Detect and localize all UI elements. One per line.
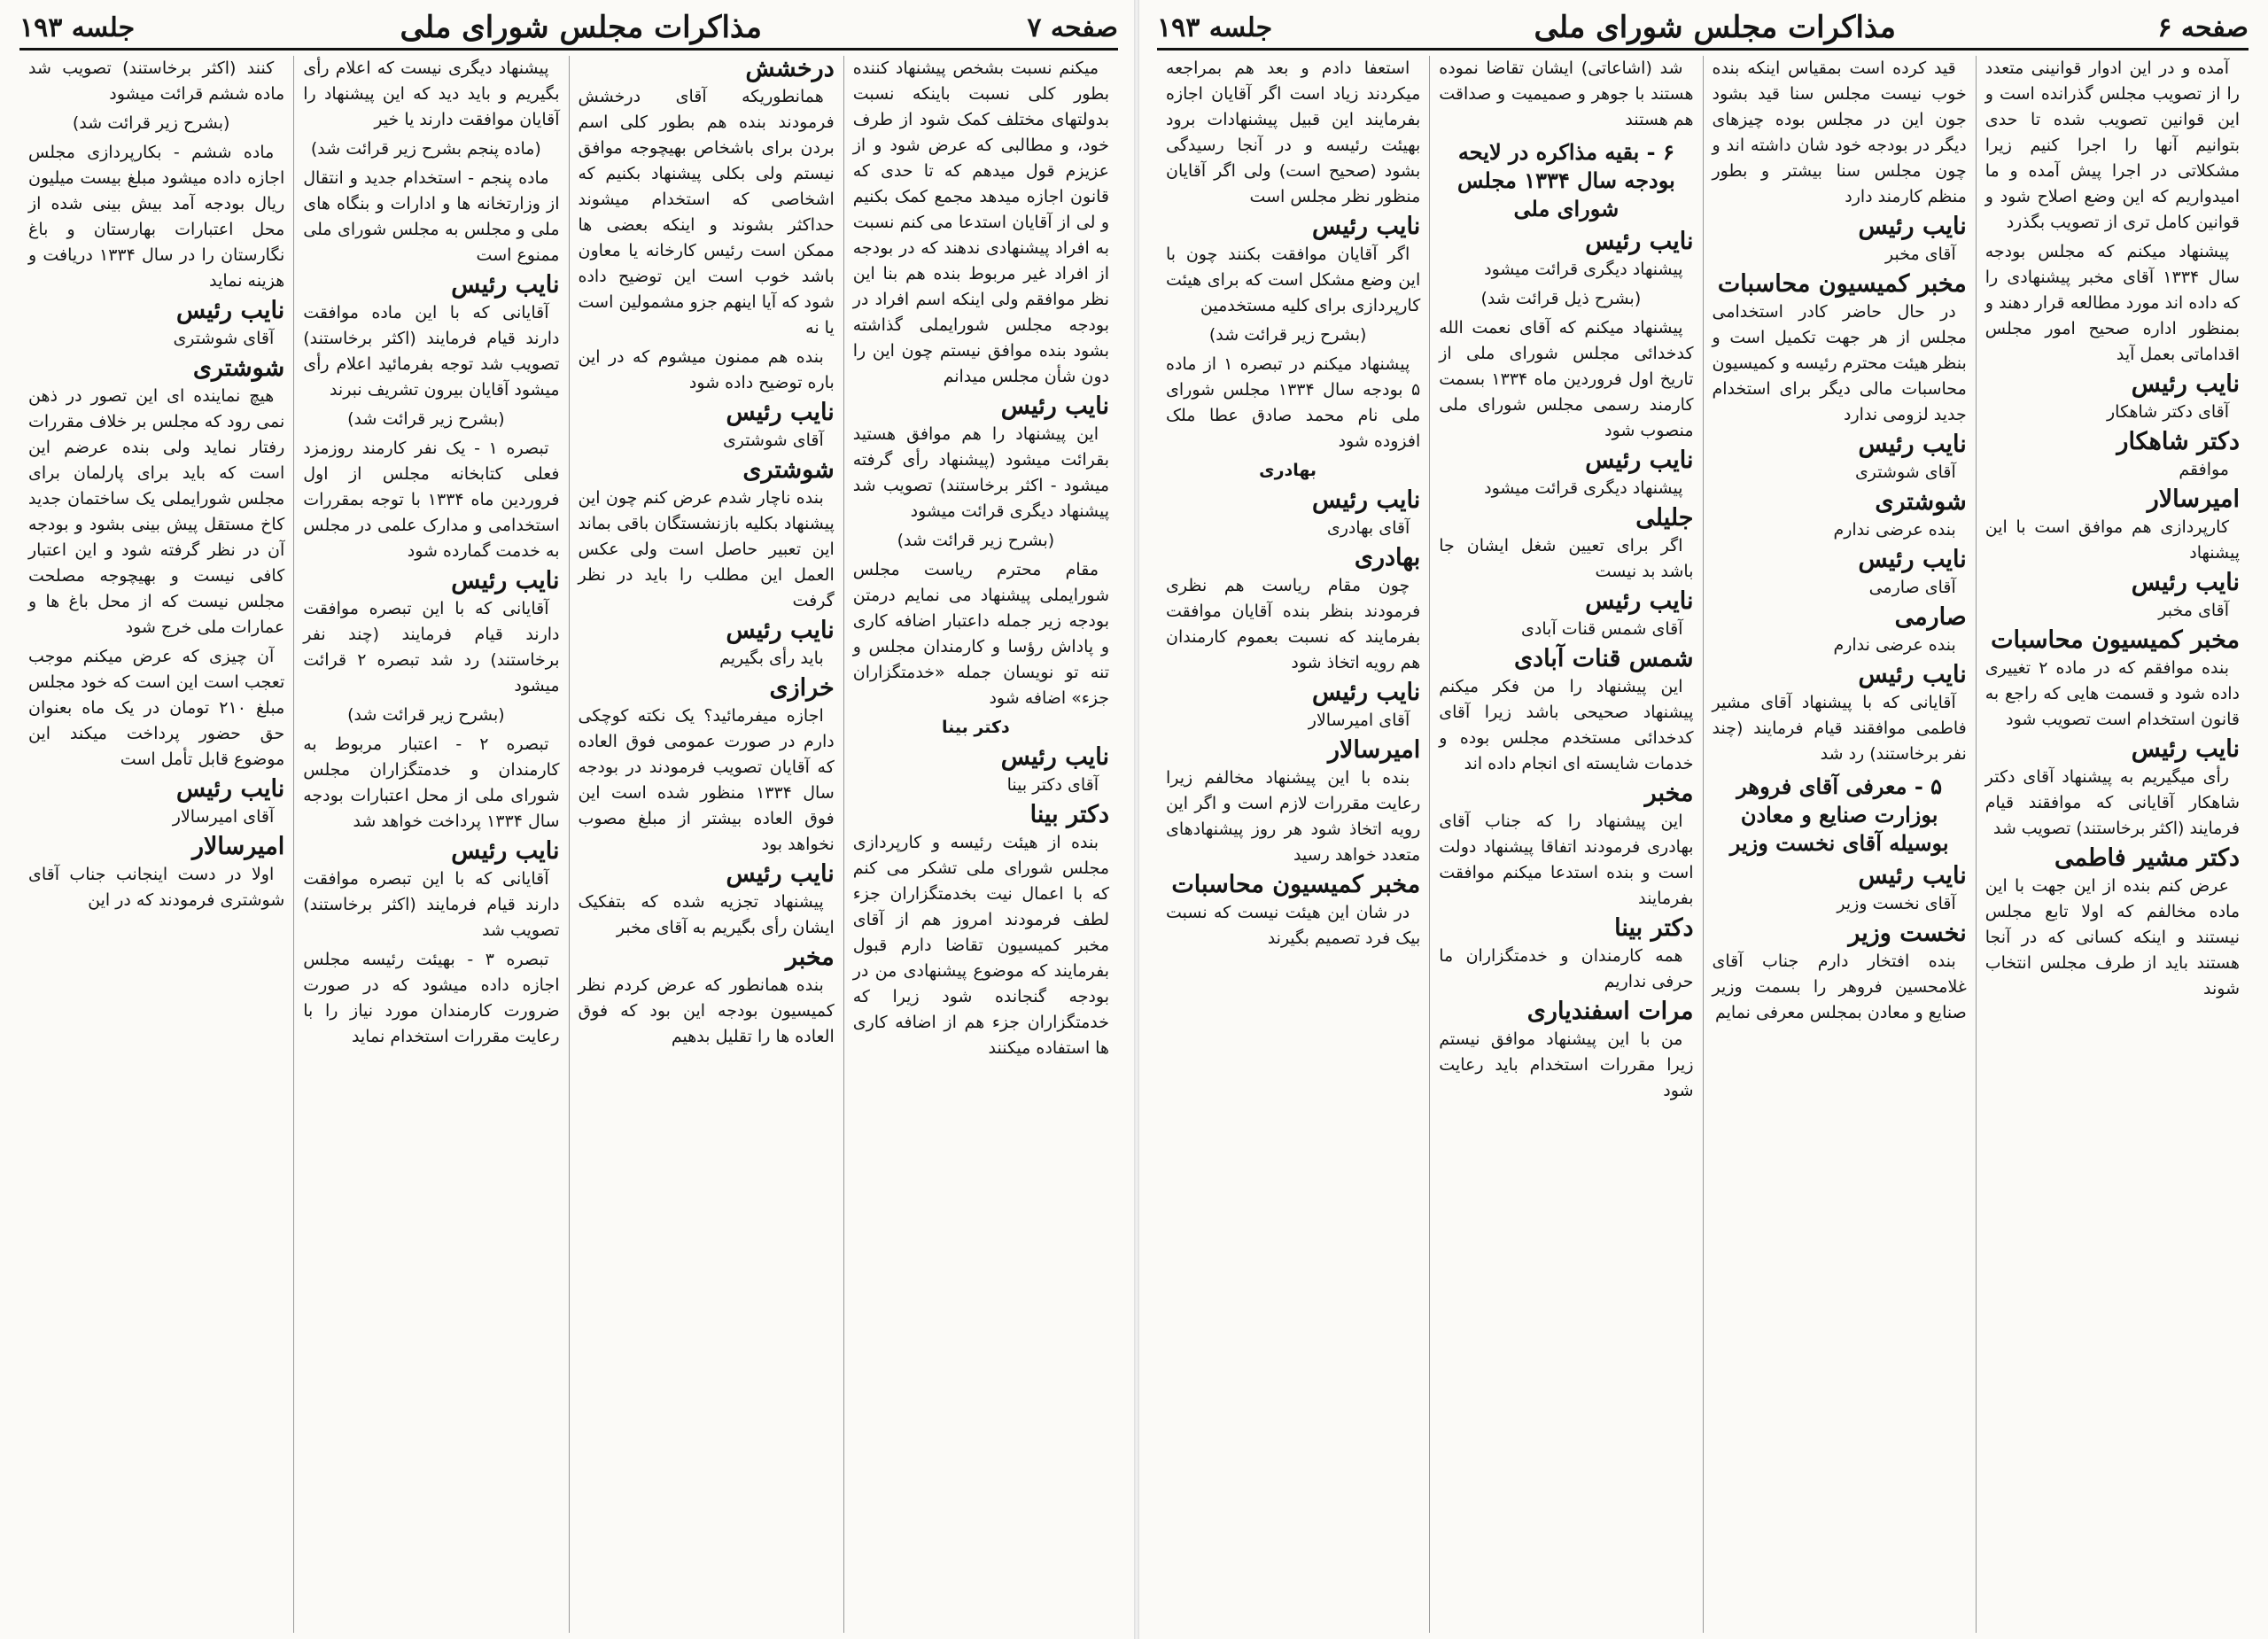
speaker-name: نایب رئیس: [726, 617, 835, 644]
paragraph: کارپردازی هم موافق است با این پیشنهاد: [1984, 517, 2240, 563]
paragraph: باید رأی بگیریم: [719, 649, 824, 668]
speaker-name: نایب رئیس: [2131, 569, 2240, 596]
paragraph: این پیشنهاد را که جناب آقای بهادری فرمودند اتفاقا پیشنهاد دولت است و بنده استدعا میکنم موافقت بفرمایند: [1439, 812, 1694, 908]
right-page: [1138, 0, 2268, 1639]
signer-name: دکتر بینا: [941, 718, 1010, 737]
speaker-name: شوشتری: [192, 354, 285, 382]
speaker-name: نایب رئیس: [1311, 213, 1421, 240]
paragraph: تبصره ۱ - یک نفر کارمند روزمزد فعلی کتابخانه مجلس از اول فروردین ماه ۱۳۳۴ با توجه بمقررات استخدامی و مدارک علمی در مجلس به خدمت گمارده شود: [303, 439, 560, 561]
speaker-name: دکتر بینا: [1614, 914, 1694, 942]
paragraph: استعفا دادم و بعد هم بمراجعه میکردند زیاد است اگر آقایان اجازه بفرمایند این قبیل پیشنهادات برود بهیئت رئیسه و در آنجا رسیدگی بشود (صحیح است) ولی اگر آقایان منظور نظر مجلس است: [1166, 58, 1421, 206]
speaker-name: نایب رئیس: [726, 860, 835, 888]
right-column-3: [1429, 56, 1702, 1633]
speaker-name: نایب رئیس: [175, 775, 285, 803]
paragraph: آن چیزی که عرض میکنم موجب تعجب است این است که خود مجلس مبلغ ۲۱۰ تومان در یک ماه بعنوان حق حضور پرداخت میکند این موضوع قابل تأمل است: [28, 647, 285, 769]
speaker-name: امیرسالار: [191, 833, 285, 860]
paragraph: آقای نخست وزیر: [1837, 894, 1956, 913]
paragraph: بنده ناچار شدم عرض کنم چون این پیشنهاد بکلیه بازنشستگان باقی بماند این تعبیر حاصل است ولی عکس العمل این مطلب را باید در نظر گرفت: [578, 488, 835, 610]
paragraph: من با این پیشنهاد موافق نیستم زیرا مقررات استخدام باید رعایت شود: [1439, 1029, 1694, 1100]
right-page-title: مذاکرات مجلس شورای ملی: [1534, 10, 1896, 45]
paragraph: این پیشنهاد را من فکر میکنم پیشنهاد صحیحی باشد زیرا آقای کدخدائی مستخدم مجلس بوده و خدمات شایسته ای انجام داده اند: [1439, 677, 1694, 773]
left-column-4: [19, 56, 293, 1633]
left-page-number: صفحه ۷: [1027, 12, 1118, 43]
paragraph: بنده از هیئت رئیسه و کارپردازی مجلس شورای ملی تشکر می کنم که با اعمال نیت بخدمتگزاران جزء لطف فرمودند امروز هم از آقای مخبر کمیسیون تقاضا دارم قبول بفرمایند که موضوع پیشنهادی من در بودجه گنجانده شود زیرا که خدمتگزاران جزء هم از اضافه کاری ها استفاده میکنند: [852, 833, 1109, 1058]
speaker-name: نایب رئیس: [175, 297, 285, 324]
speaker-name: مخبر: [1644, 780, 1694, 807]
speaker-name: نایب رئیس: [1858, 661, 1967, 688]
paragraph: بنده همانطور که عرض کردم نظر کمیسیون بودجه این بود که فوق العاده ها را تقلیل بدهیم: [578, 975, 835, 1046]
right-column-2: [1703, 56, 1976, 1633]
section-heading: ۶ - بقیه مذاکره در لایحه بودجه سال ۱۳۳۴ مجلس شورای ملی: [1456, 139, 1675, 221]
paragraph: آقای مخبر: [2158, 601, 2229, 620]
speaker-name: نایب رئیس: [1585, 587, 1694, 615]
paragraph: ماده پنجم - استخدام جدید و انتقال از وزارتخانه ها و ادارات و بنگاه های ملی و مجلس به مجلس شورای ملی ممنوع است: [303, 168, 560, 265]
paragraph: این پیشنهاد را هم موافق هستید بقرائت میشود (پیشنهاد رأی گرفته میشود - اکثر برخاستند) تصویب شد پیشنهاد دیگری قرائت میشود: [852, 424, 1109, 521]
paragraph: آقایانی که با پیشنهاد آقای مشیر فاطمی موافقند قیام فرمایند (چند نفر برخاستند) رد شد: [1712, 693, 1967, 764]
reading-note: (بشرح زیر قرائت شد): [347, 705, 505, 725]
paragraph: ماده ششم - بکارپردازی مجلس اجازه داده میشود مبلغ بیست میلیون ریال بودجه آمد بیش بینی شده از محل اعتبارات بهارستان و باغ نگارستان را در سال ۱۳۳۴ دریافت و هزینه نماید: [28, 143, 285, 291]
speaker-name: نایب رئیس: [1311, 486, 1421, 514]
paragraph: اجازه میفرمائید؟ یک نکته کوچکی دارم در صورت عمومی فوق العاده که آقایان تصویب فرمودند در بودجه سال ۱۳۳۴ منظور شده است این فوق العاده بیشتر از مبلغ مصوب نخواهد بود: [578, 706, 835, 854]
paragraph: آقای صارمی: [1868, 578, 1956, 597]
left-column-3: [293, 56, 568, 1633]
speaker-name: نایب رئیس: [1000, 743, 1109, 771]
speaker-name: دکتر مشیر فاطمی: [2054, 844, 2240, 872]
paragraph: آقای شوشتری: [722, 431, 824, 450]
paragraph: آقایانی که با این ماده موافقت دارند قیام فرمایند (اکثر برخاستند) تصویب شد توجه بفرمائید اعلام رأی میشود آقایان بیرون تشریف نبرند: [303, 303, 560, 400]
paragraph: پیشنهاد میکنم که آقای نعمت الله کدخدائی مجلس شورای ملی از تاریخ اول فروردین ماه ۱۳۳۴ بسمت کارمند رسمی مجلس شورای ملی منصوب شود: [1439, 318, 1694, 440]
paragraph: چون مقام ریاست هم نظری فرمودند بنظر بنده آقایان موافقت بفرمایند که نسبت بعموم کارمندان هم رویه اتخاذ شود: [1166, 576, 1421, 672]
paragraph: در حال حاضر کادر استخدامی مجلس از هر جهت تکمیل است و بنظر هیئت محترم رئیسه و کمیسیون محاسبات مالی دیگر برای استخدام جدید لزومی ندارد: [1712, 302, 1967, 424]
paragraph: اگر برای تعیین شغل ایشان جا باشد بد نیست: [1439, 536, 1694, 581]
left-column-2: [569, 56, 843, 1633]
reading-note: (بشرح زیر قرائت شد): [1208, 325, 1367, 345]
speaker-name: جلیلی: [1635, 504, 1694, 532]
right-page-header: [1157, 7, 2249, 50]
speaker-name: نایب رئیس: [1585, 228, 1694, 255]
paragraph: آقایانی که با این تبصره موافقت دارند قیام فرمایند (اکثر برخاستند) تصویب شد: [303, 869, 560, 940]
reading-note: (ماده پنجم بشرح زیر قرائت شد): [310, 139, 541, 159]
left-page-header: [19, 7, 1118, 50]
paragraph: بنده با این پیشنهاد مخالفم زیرا رعایت مقررات لازم است و اگر این رویه اتخاذ شود هر روز پیشنهادهای متعدد خواهد رسید: [1166, 768, 1421, 865]
paragraph: بنده عرضی ندارم: [1833, 635, 1956, 655]
speaker-name: درخشش: [745, 56, 835, 82]
paragraph: بنده موافقم که در ماده ۲ تغییری داده شود و قسمت هایی که راجع به قانون استخدام است تصویب شود: [1984, 658, 2240, 729]
speaker-name: نایب رئیس: [1858, 431, 1967, 458]
paragraph: در شان این هیئت نیست که نسبت بیک فرد تصمیم بگیرند: [1166, 903, 1421, 948]
reading-note: (بشرح زیر قرائت شد): [72, 113, 230, 133]
speaker-name: نایب رئیس: [2131, 370, 2240, 398]
speaker-name: امیرسالار: [1327, 736, 1421, 764]
right-session-number: جلسه ۱۹۳: [1157, 12, 1273, 43]
right-page-number: صفحه ۶: [2157, 12, 2249, 43]
paragraph: پیشنهاد دیگری نیست که اعلام رأی بگیریم و باید دید که این پیشنهاد را آقایان موافقت دارند یا خیر: [303, 58, 560, 129]
speaker-name: نایب رئیس: [451, 837, 560, 865]
speaker-name: مخبر: [785, 944, 835, 971]
speaker-name: نایب رئیس: [726, 399, 835, 426]
speaker-name: نایب رئیس: [451, 567, 560, 594]
left-session-number: جلسه ۱۹۳: [19, 12, 136, 43]
paragraph: تبصره ۲ - اعتبار مربوط به کارمندان و خدمتگزاران مجلس شورای ملی از محل اعتبارات بودجه سال ۱۳۳۴ پرداخت خواهد شد: [303, 734, 560, 831]
speaker-name: شوشتری: [1875, 488, 1967, 516]
paragraph: اولا در دست اینجانب جناب آقای شوشتری فرمودند که در این: [28, 865, 285, 910]
paragraph: شد (اشاعاتی) ایشان تقاضا نموده هستند با جوهر و صمیمیت و صداقت هم هستند: [1439, 58, 1694, 129]
paragraph: همانطوریکه آقای درخشش فرمودند بنده هم بطور کلی اسم بردن برای باشخاص بهیچوجه موافق نیستم ولی بکلی پیشنهاد بکنیم که اشخاصی که استخدام میشوند حداکثر بشوند و اینکه بعضی ها ممکن است رئیس کارخانه یا معاون باشد خوب است این توضیح داده شود که آیا اینهم جزو مشمولین است یا نه: [578, 87, 835, 338]
paragraph: آقای شوشتری: [1854, 462, 1956, 482]
speaker-name: نایب رئیس: [1000, 392, 1109, 420]
paragraph: قید کرده است بمقیاس اینکه بنده خوب نیست مجلس سنا قید بشود جون این در مجلس بوده چیزهای دیگر در بودجه خود شان داشته اند و چون مجلس سنا بیشتر و بطور منظم کارمند دارد: [1712, 58, 1967, 206]
paragraph: آقای بهادری: [1326, 518, 1410, 538]
paragraph: رأی میگیریم به پیشنهاد آقای دکتر شاهکار آقایانی که موافقند قیام فرمایند (اکثر برخاستند) تصویب شد: [1984, 767, 2240, 838]
paragraph: همه کارمندان و خدمتگزاران ما حرفی نداریم: [1439, 946, 1694, 991]
paragraph: آقای دکتر بینا: [1006, 775, 1099, 795]
paragraph: بنده عرضی ندارم: [1833, 520, 1956, 540]
paragraph: مقام محترم ریاست مجلس شورایملی پیشنهاد می نمایم درمتن بودجه زیر جمله داعتبار اضافه کاری و پاداش رؤسا و کارمندان مجلس و تنه تو نویسان جمله «خدمتگزاران جزء» اضافه شود: [852, 560, 1109, 708]
paragraph: پیشنهاد میکنم که مجلس بودجه سال ۱۳۳۴ آقای مخبر پیشنهادی را که داده اند مورد مطالعه قرار دهند و بمنظور اداره صحیح امور مجلس اقداماتی بعمل آید: [1984, 242, 2240, 364]
paragraph: بنده افتخار دارم جناب آقای غلامحسین فروهر را بسمت وزیر صنایع و معادن بمجلس معرفی نمایم: [1712, 952, 1967, 1022]
speaker-name: نایب رئیس: [1311, 679, 1421, 706]
speaker-name: بهادری: [1354, 544, 1421, 571]
reading-note: (بشرح ذیل قرائت شد): [1480, 289, 1642, 308]
paragraph: آقای مخبر: [1885, 245, 1956, 264]
speaker-name: مرات اسفندیاری: [1526, 998, 1694, 1025]
paragraph: آمده و در این ادوار قوانینی متعدد را از تصویب مجلس گذرانده است و این قوانین تصویب شده تا حدی بتوانیم آنها را اجرا کنیم زیرا مشکلاتی در اجرا پیش آمده و ما امیدواریم که این وضع اصلاح شود و قوانین کامل تری از تصویب بگذرد: [1984, 58, 2240, 232]
speaker-name: مخبر کمیسیون محاسبات: [1717, 270, 1967, 298]
speaker-name: نایب رئیس: [451, 271, 560, 299]
paragraph: کنند (اکثر برخاستند) تصویب شد ماده ششم قرائت میشود: [28, 58, 285, 104]
paragraph: پیشنهاد تجزیه شده که بتفکیک ایشان رأی بگیریم به آقای مخبر: [578, 892, 835, 937]
reading-note: (بشرح زیر قرائت شد): [897, 531, 1055, 550]
left-page-title: مذاکرات مجلس شورای ملی: [400, 10, 762, 45]
paragraph: موافقم: [2179, 460, 2229, 479]
speaker-name: مخبر کمیسیون محاسبات: [1991, 626, 2240, 654]
speaker-name: نایب رئیس: [1858, 546, 1967, 573]
reading-note: (بشرح زیر قرائت شد): [347, 409, 505, 429]
speaker-name: امیرسالار: [2147, 485, 2240, 513]
right-page-columns: [1157, 56, 2249, 1633]
paragraph: عرض کنم بنده از این جهت با این ماده مخالفم که اولا تابع مجلس نیستند و اینکه کسانی که در آنجا هستند باید از طرف مجلس انتخاب شوند: [1984, 876, 2240, 998]
paragraph: پیشنهاد میکنم در تبصره ۱ از ماده ۵ بودجه سال ۱۳۳۴ مجلس شورای ملی نام محمد صادق عطا ملک افزوده شود: [1166, 354, 1421, 451]
speaker-name: خرازی: [769, 674, 835, 702]
section-heading: ۵ - معرفی آقای فروهر بوزارت صنایع و معادن بوسیله آقای نخست وزیر: [1729, 773, 1949, 856]
signer-name: بهادری: [1259, 461, 1317, 480]
speaker-name: صارمی: [1894, 603, 1967, 631]
left-page-columns: [19, 56, 1118, 1633]
paragraph: پیشنهاد دیگری قرائت میشود: [1484, 260, 1683, 279]
speaker-name: دکتر شاهکار: [2117, 428, 2240, 455]
paragraph: پیشنهاد دیگری قرائت میشود: [1484, 478, 1683, 498]
paragraph: آقای شوشتری: [173, 329, 275, 348]
paragraph: آقای شمس قنات آبادی: [1521, 619, 1683, 639]
paragraph: آقای دکتر شاهکار: [2106, 402, 2229, 422]
paragraph: میکنم نسبت بشخص پیشنهاد کننده بطور کلی نسبت باینکه نسبت بدولتهای مختلف کمک شود از طرف خود، و مطالبی که عرض شود و از عزیزم قول میدهم که تا حدی که قانون اجازه میدهد مجمع کمک بکنیم و لی از آقایان استدعا می کنم نسبت به افراد پیشنهادی ندهند که در بودجه از افراد غیر مربوط بنده هم بنا این نظر موافقم ولی اینکه اسم افراد در بودجه مجلس شورایملی گذاشته بشود بنده موافق نیستم چون این را دون شأن مجلس میدانم: [852, 58, 1109, 386]
paragraph: آقای امیرسالار: [1308, 711, 1410, 730]
speaker-name: دکتر بینا: [1029, 801, 1109, 828]
right-column-4: [1157, 56, 1429, 1633]
paragraph: تبصره ۳ - بهیئت رئیسه مجلس اجازه داده میشود که در صورت ضرورت کارمندان مورد نیاز را با رعایت مقررات استخدام نماید: [303, 950, 560, 1046]
speaker-name: نایب رئیس: [2131, 735, 2240, 763]
paragraph: اگر آقایان موافقت بکنند چون با این وضع مشکل است که برای هیئت کارپردازی برای کلیه مستخدمین: [1166, 245, 1421, 315]
speaker-name: شوشتری: [742, 456, 835, 484]
speaker-name: نخست وزیر: [1848, 920, 1967, 947]
speaker-name: نایب رئیس: [1858, 213, 1967, 240]
speaker-name: مخبر کمیسیون محاسبات: [1171, 871, 1421, 898]
speaker-name: نایب رئیس: [1858, 862, 1967, 889]
paragraph: آقای امیرسالار: [172, 807, 275, 827]
speaker-name: شمس قنات آبادی: [1513, 645, 1694, 672]
speaker-name: نایب رئیس: [1585, 447, 1694, 474]
left-column-1: [843, 56, 1118, 1633]
right-column-1: [1976, 56, 2249, 1633]
paragraph: آقایانی که با این تبصره موافقت دارند قیام فرمایند (چند نفر برخاستند) رد شد تبصره ۲ قرائت میشود: [303, 599, 560, 695]
paragraph: هیچ نماینده ای این تصور در ذهن نمی رود که مجلس بر خلاف مقررات رفتار نماید ولی بنده عرضم این است که باید برای پارلمان برای مجلس شورایملی یک ساختمان جدید کاخ مستقل پیش بینی بشود و بودجه آن در نظر گرفته شود و این اعتبار کافی نیست و بهیچوجه مصلحت مجلس نیست که از محل باغ ها و عمارات ملی خرج شود: [28, 386, 285, 637]
paragraph: بنده هم ممنون میشوم که در این باره توضیح داده شود: [578, 347, 835, 392]
